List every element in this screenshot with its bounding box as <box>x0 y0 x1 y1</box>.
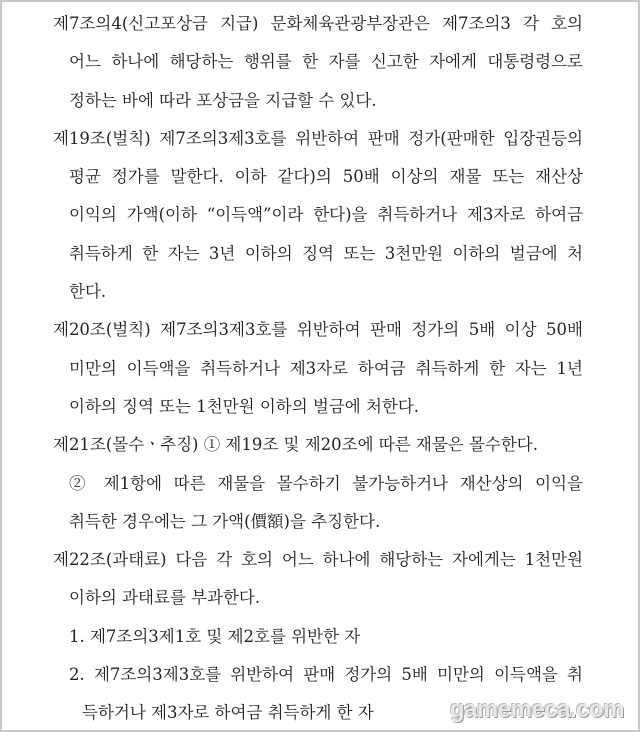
article-22-item-1: 1. 제7조의3제1호 및 제2호를 위반한 자 <box>69 626 361 646</box>
article-19-line-3: 이익의 가액(이하 “이득액”이라 한다)을 취득하거나 제3자로 하여금 <box>69 205 583 225</box>
article-21-line-3: 취득한 경우에는 그 가액(價額)을 추징한다. <box>69 511 381 531</box>
article-21-line-2: ② 제1항에 따른 재물을 몰수하기 불가능하거나 재산상의 이익을 <box>69 473 583 493</box>
article-7-4-line-3: 정하는 바에 따라 포상금을 지급할 수 있다. <box>69 90 377 110</box>
article-21-line-1: 제21조(몰수ㆍ추징) ① 제19조 및 제20조에 따른 재물은 몰수한다. <box>53 435 538 455</box>
article-22-item-2-line-1: 2. 제7조의3제3호를 위반하여 판매 정가의 5배 미만의 이득액을 취 <box>69 665 583 685</box>
article-22-item-2-line-2: 득하거나 제3자로 하여금 취득하게 한 자 <box>82 703 374 723</box>
article-7-4-line-1: 제7조의4(신고포상금 지급) 문화체육관광부장관은 제7조의3 각 호의 <box>53 14 583 33</box>
article-19-line-2: 평균 정가를 말한다. 이하 같다)의 50배 이상의 재물 또는 재산상 <box>69 167 583 187</box>
article-20-line-1: 제20조(벌칙) 제7조의3제3호를 위반하여 판매 정가의 5배 이상 50배 <box>53 320 583 340</box>
watermark-logo: gamemeca.com <box>449 696 624 723</box>
article-19-line-4: 취득하게 한 자는 3년 이하의 징역 또는 3천만원 이하의 벌금에 처 <box>69 243 583 263</box>
law-text <box>2 8 640 732</box>
article-22-line-2: 이하의 과태료를 부과한다. <box>69 588 261 608</box>
article-19-line-5: 한다. <box>69 282 107 302</box>
article-22-line-1: 제22조(과태료) 다음 각 호의 어느 하나에 해당하는 자에게는 1천만원 <box>53 550 583 570</box>
article-20-line-2: 미만의 이득액을 취득하거나 제3자로 하여금 취득하게 한 자는 1년 <box>69 358 583 378</box>
article-20-line-3: 이하의 징역 또는 1천만원 이하의 벌금에 처한다. <box>69 396 420 416</box>
article-19-line-1: 제19조(벌칙) 제7조의3제3호를 위반하여 판매 정가(판매한 입장권등의 <box>53 128 583 148</box>
article-7-4-line-2: 어느 하나에 해당하는 행위를 한 자를 신고한 자에게 대통령령으로 <box>69 52 583 72</box>
